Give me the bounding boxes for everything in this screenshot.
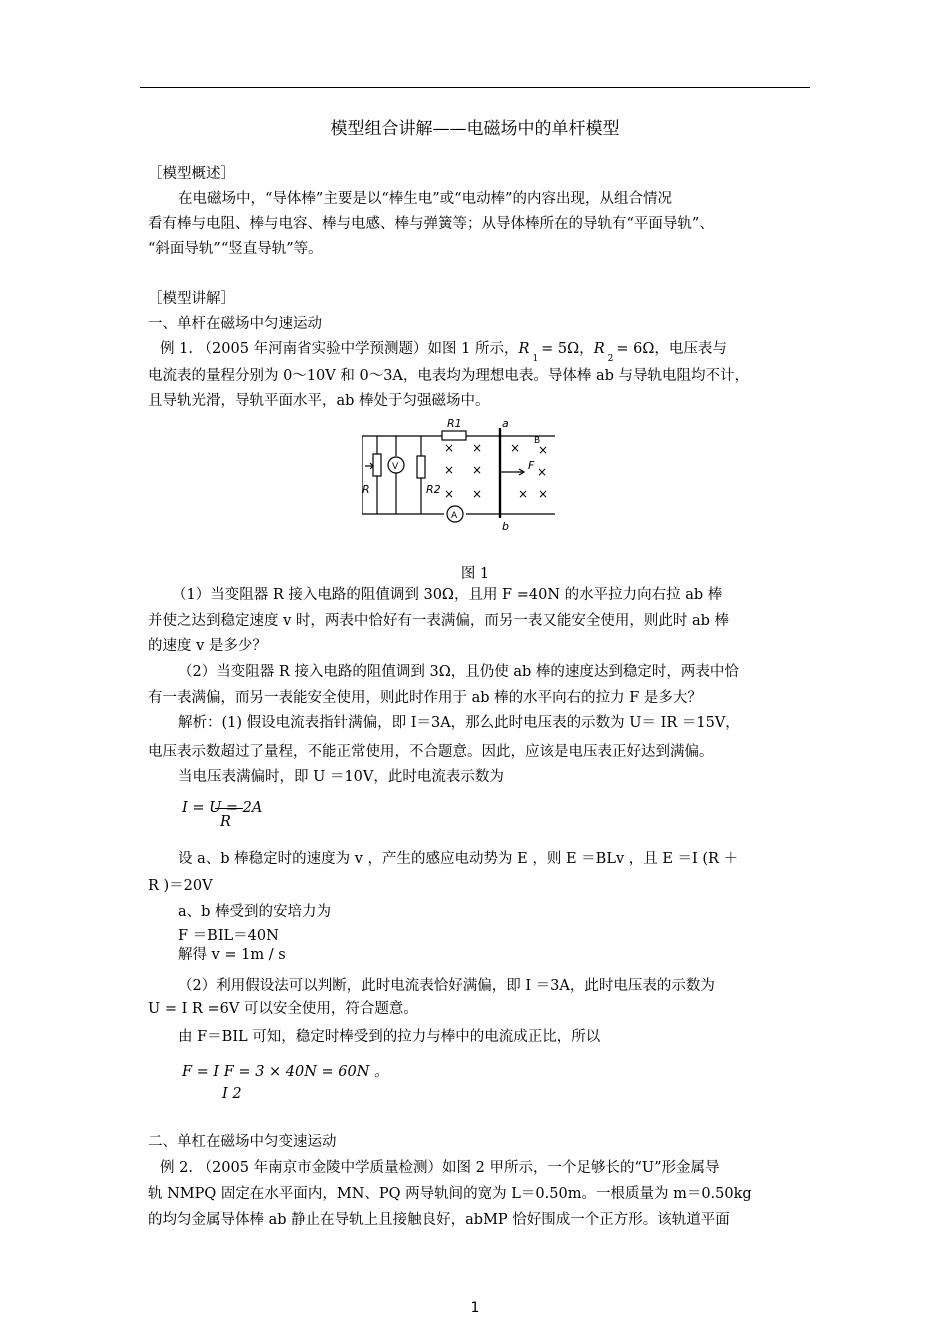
explain-heading: ［模型讲解］ (148, 291, 235, 307)
question-1-line-2: 并使之达到稳定速度 v 时，两表中恰好有一表满偏，而另一表又能安全使用，则此时 ab 棒 (148, 613, 730, 629)
solution-line-6: a、b 棒受到的安培力为 (178, 904, 332, 920)
solution-line-11: 由 F＝BIL 可知，稳定时棒受到的拉力与棒中的电流成正比，所以 (178, 1029, 601, 1045)
svg-text:×: × (444, 463, 455, 477)
label-b-field: B (534, 436, 541, 446)
figure-caption: 图 1 (460, 566, 490, 582)
solution-line-9: （2）利用假设法可以判断，此时电流表恰好满偏，即 I ＝3A，此时电压表的示数为 (178, 978, 715, 994)
question-2-line-2: 有一表满偏，而另一表能安全使用，则此时作用于 ab 棒的水平向右的拉力 F 是多大？ (148, 690, 702, 706)
question-1-line-3: 的速度 v 是多少？ (148, 638, 267, 654)
section-2-heading: 二、单杠在磁场中匀变速运动 (148, 1134, 337, 1150)
example-2-line-2: 轨 NMPQ 固定在水平面内，MN、PQ 两导轨间的宽为 L＝0.50m。一根质量为 m＝0.50kg (148, 1186, 752, 1202)
solution-line-10: U = I R =6V 可以安全使用，符合题意。 (148, 1001, 418, 1017)
label-f: F (528, 459, 535, 472)
page-title: 模型组合讲解——电磁场中的单杆模型 (330, 119, 620, 139)
section-1-heading: 一、单杆在磁场中匀速运动 (148, 316, 322, 332)
example-1-line-2: 电流表的量程分别为 0～10V 和 0～3A，电表均为理想电表。导体棒 ab 与导轨电阻均不计， (148, 368, 750, 384)
label-b: b (502, 520, 509, 530)
header-rule (140, 87, 810, 88)
svg-text:×: × (444, 441, 455, 455)
label-r: R (362, 483, 370, 496)
overview-line-3: “斜面导轨”“竖直导轨”等。 (148, 241, 323, 257)
circuit-figure (362, 418, 555, 530)
svg-text:×: × (510, 441, 521, 455)
example-2-line-1: 例 2. （2005 年南京市金陵中学质量检测）如图 2 甲所示，一个足够长的“U”形金属导 (160, 1160, 720, 1176)
overview-line-1: 在电磁场中，“导体棒”主要是以“棒生电”或“电动棒”的内容出现，从组合情况 (178, 191, 672, 207)
label-v: V (392, 462, 399, 472)
example-1-line-3: 且导轨光滑，导轨平面水平，ab 棒处于匀强磁场中。 (148, 393, 490, 409)
solution-line-4: 设 a、b 棒稳定时的速度为 v ，产生的感应电动势为 E ，则 E ＝BLv ，且 E ＝I (R ＋ (178, 851, 739, 867)
overview-heading: ［模型概述］ (148, 166, 235, 182)
label-a-meter: A (451, 511, 458, 521)
svg-text:×: × (518, 487, 529, 501)
question-2-line-1: （2）当变阻器 R 接入电路的阻值调到 3Ω，且仍使 ab 棒的速度达到稳定时，两表中恰 (178, 664, 739, 680)
overview-line-2: 看有棒与电阻、棒与电容、棒与电感、棒与弹簧等；从导体棒所在的导轨有“平面导轨”、 (148, 216, 714, 232)
svg-text:×: × (538, 443, 549, 457)
svg-text:×: × (472, 487, 483, 501)
solution-line-1: 解析：(1) 假设电流表指针满偏，即 I＝3A，那么此时电压表的示数为 U＝ IR ＝15V， (178, 715, 740, 731)
label-r2: R2 (426, 483, 441, 496)
solution-line-8: 解得 v = 1m / s (178, 947, 286, 963)
label-r1: R1 (447, 418, 462, 430)
label-a: a (502, 418, 509, 430)
svg-text:×: × (444, 487, 455, 501)
solution-line-2: 电压表示数超过了量程，不能正常使用，不合题意。因此，应该是电压表正好达到满偏。 (148, 744, 714, 760)
svg-text:×: × (538, 487, 549, 501)
svg-text:×: × (537, 465, 548, 479)
equation-current: I = U = 2A (182, 800, 263, 816)
example-1-line-1: 例 1. （2005 年河南省实验中学预测题）如图 1 所示，$R_1= 5\Omega$，$R_2= 6\Omega$，电压表与 (160, 341, 727, 364)
solution-line-3: 当电压表满偏时，即 U ＝10V，此时电流表示数为 (178, 769, 504, 785)
equation-denominator: R (220, 814, 231, 830)
svg-text:×: × (472, 463, 483, 477)
solution-line-5: R )＝20V (148, 878, 213, 894)
solution-line-7: F ＝BIL＝40N (178, 928, 279, 944)
page-number: 1 (470, 1300, 480, 1316)
fraction-bar (215, 808, 243, 809)
question-1-line-1: （1）当变阻器 R 接入电路的阻值调到 30Ω，且用 F =40N 的水平拉力向右拉 ab 棒 (172, 587, 723, 603)
equation-force: F = I F = 3 × 40N = 60N 。 (182, 1064, 389, 1080)
equation-force-denominator: I 2 (222, 1086, 242, 1102)
example-2-line-3: 的均匀金属导体棒 ab 静止在导轨上且接触良好，abMP 恰好围成一个正方形。该轨道平面 (148, 1212, 730, 1228)
svg-text:×: × (472, 441, 483, 455)
